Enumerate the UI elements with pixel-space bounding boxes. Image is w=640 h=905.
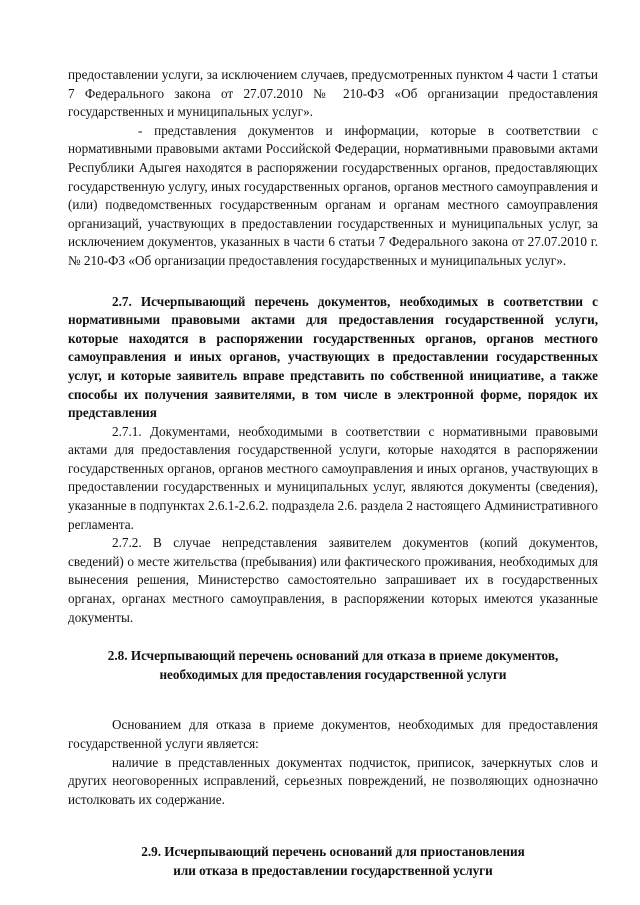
paragraph-2-8-reason: наличие в представленных документах подчисток, приписок, зачеркнутых слов и других неоговоренных исправлений, серьезных повреждений, не позволяющих однозначно истолковать их содержание. bbox=[68, 754, 598, 807]
section-heading-2-8 bbox=[68, 647, 598, 684]
section-heading-2-9 bbox=[68, 843, 598, 880]
paragraph-continuation: предоставлении услуги, за исключением случаев, предусмотренных пунктом 4 части 1 статьи 7 Федерального закона от 27.07.2010 № 210-ФЗ «Об организации предоставления государственных и муниципальных услуг». bbox=[68, 67, 598, 120]
paragraph-list-item: - представления документов и информации, которые в соответствии с нормативными правовыми актами Российской Федерации, нормативными правовыми актами Республики Адыгея находятся в распоряжении государственных органов, предоставляющих государственную услугу, иных государственных органов, органов местного самоуправления и (или) подведомственных государственным органам и органам местного самоуправления организаций, участвующих в предоставлении государственных и муниципальных услуг, за исключением документов, указанных в части 6 статьи 7 Федерального закона от 27.07.2010 г. № 210-ФЗ «Об организации предоставления государственных и муниципальных услуг». bbox=[68, 122, 598, 268]
heading-line: необходимых для предоставления государственной услуги bbox=[159, 666, 507, 682]
heading-line: или отказа в предоставлении государственной услуги bbox=[173, 862, 493, 878]
heading-line: 2.8. Исчерпывающий перечень оснований для отказа в приеме документов, bbox=[107, 648, 559, 664]
paragraph-2-8-basis: Основанием для отказа в приеме документов, необходимых для предоставления государственной услуги является: bbox=[68, 717, 598, 751]
document-page bbox=[68, 66, 598, 881]
section-heading-2-7: 2.7. Исчерпывающий перечень документов, необходимых в соответствии с нормативными правовыми актами для предоставления государственной услуги, которые находятся в распоряжении государственных органов, органов местного самоуправления и иных органов, участвующих в предоставлении государственных услуг, и которые заявитель вправе представить по собственной инициативе, а также способы их получения заявителями, в том числе в электронной форме, порядок их представления bbox=[68, 293, 598, 421]
paragraph-2-7-2: 2.7.2. В случае непредставления заявителем документов (копий документов, сведений) о месте жительства (пребывания) или фактического проживания, необходимых для вынесения решения, Министерство самостоятельно запрашивает их в государственных органах, органах местного самоуправления, в распоряжении которых имеются указанные документы. bbox=[68, 535, 598, 625]
heading-line: 2.9. Исчерпывающий перечень оснований для приостановления bbox=[141, 844, 525, 860]
paragraph-2-7-1: 2.7.1. Документами, необходимыми в соответствии с нормативными правовыми актами для предоставления государственной услуги, которые находятся в распоряжении государственных органов, органов местного самоуправления и иных органов, участвующих в предоставлении государственных и муниципальных услуг, являются документы (сведения), указанные в подпунктах 2.6.1-2.6.2. подраздела 2.6. раздела 2 настоящего Административного регламента. bbox=[68, 423, 598, 532]
